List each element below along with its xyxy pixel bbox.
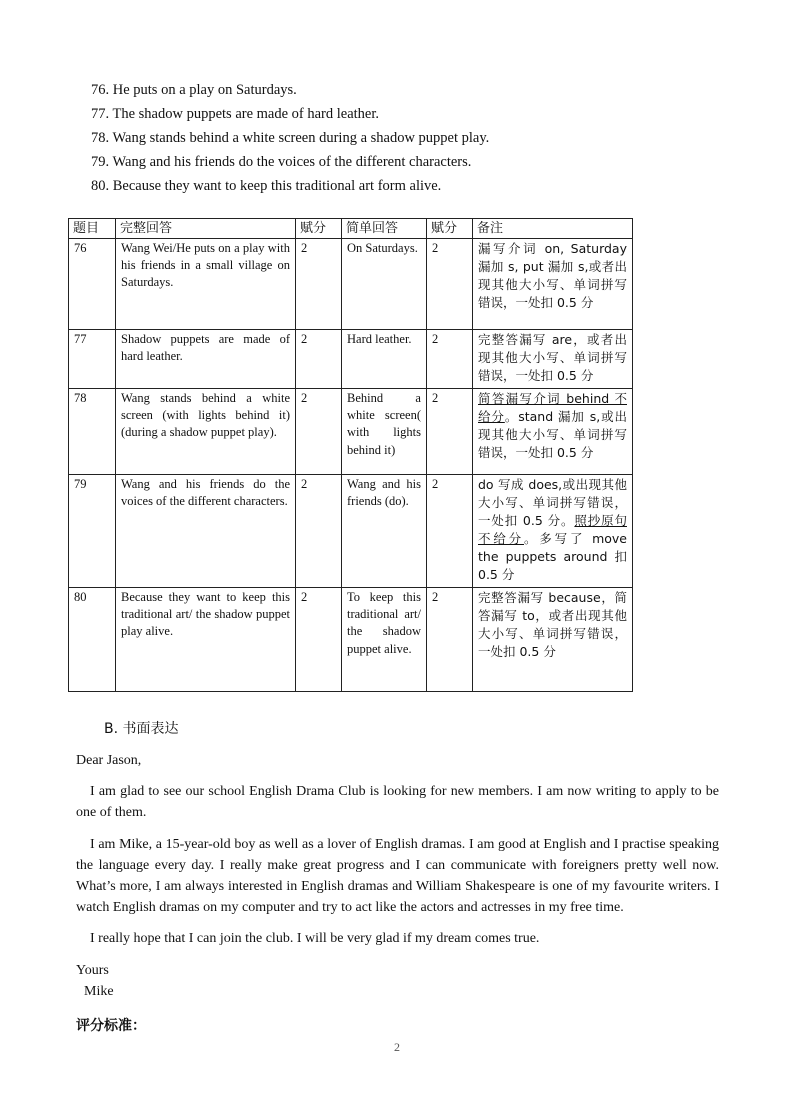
cell-score: 2	[427, 475, 473, 588]
note-underlined-text: 简答漏写介词 behind 不给分	[478, 391, 627, 424]
note-text: 。多写了 move the puppets around 扣 0.5 分	[478, 531, 627, 582]
letter-paragraph: I really hope that I can join the club. I will be very glad if my dream comes true.	[90, 931, 540, 947]
cell-score: 2	[427, 239, 473, 330]
cell-score: 2	[427, 330, 473, 389]
header-question: 题目	[69, 219, 116, 239]
note-text: do 写成 does,或出现其他大小写、单词拼写错误，一处扣 0.5 分。	[478, 477, 627, 528]
section-b-heading: B. 书面表达	[104, 721, 179, 737]
table-row	[69, 389, 633, 475]
cell-score: 2	[296, 330, 342, 389]
cell-full-answer: Wang stands behind a white screen (with lights behind it)(during a shadow puppet play).	[116, 389, 296, 475]
cell-note	[473, 389, 633, 475]
cell-note: 完整答漏写 because，简答漏写 to，或者出现其他大小写、单词拼写错误，一处扣 0.5 分	[473, 588, 633, 692]
table-row	[69, 588, 633, 692]
sample-letter	[76, 750, 719, 1002]
table-row	[69, 330, 633, 389]
table-row	[69, 239, 633, 330]
note-underlined-text: 照抄原句不给分	[478, 513, 627, 546]
answer-line-76: 76. He puts on a play on Saturdays.	[91, 82, 297, 98]
answer-line-77: 77. The shadow puppets are made of hard leather.	[91, 106, 380, 122]
header-notes: 备注	[473, 219, 633, 239]
header-full-answer: 完整回答	[116, 219, 296, 239]
answer-list	[91, 78, 489, 198]
cell-question: 77	[69, 330, 116, 389]
cell-note: 漏写介词 on, Saturday 漏加 s, put 漏加 s,或者出现其他大小写、单词拼写错误，一处扣 0.5 分	[473, 239, 633, 330]
cell-question: 79	[69, 475, 116, 588]
answer-line-78: 78. Wang stands behind a white screen during a shadow puppet play.	[91, 130, 490, 146]
note-text: 。stand 漏加 s,或出现其他大小写、单词拼写错误，一处扣 0.5 分	[478, 409, 627, 460]
header-simple-answer: 简单回答	[342, 219, 427, 239]
header-score: 赋分	[296, 219, 342, 239]
letter-paragraph: I am glad to see our school English Drama Club is looking for new members. I am now writing to apply to be one of them.	[76, 784, 719, 821]
cell-question: 78	[69, 389, 116, 475]
header-score: 赋分	[427, 219, 473, 239]
table-header-row	[69, 219, 633, 239]
cell-full-answer: Wang and his friends do the voices of the different characters.	[116, 475, 296, 588]
cell-score: 2	[296, 389, 342, 475]
letter-greeting: Dear Jason,	[76, 753, 142, 768]
cell-score: 2	[296, 475, 342, 588]
cell-score: 2	[427, 588, 473, 692]
letter-closing: Yours	[76, 962, 109, 978]
cell-simple-answer: Hard leather.	[342, 330, 427, 389]
cell-score: 2	[427, 389, 473, 475]
page-number: 2	[394, 1040, 400, 1054]
cell-full-answer: Shadow puppets are made of hard leather.	[116, 330, 296, 389]
cell-note: 完整答漏写 are，或者出现其他大小写、单词拼写错误，一处扣 0.5 分	[473, 330, 633, 389]
grading-criteria-heading: 评分标准：	[76, 1018, 146, 1034]
answer-line-79: 79. Wang and his friends do the voices of the different characters.	[91, 154, 472, 170]
table-row	[69, 475, 633, 588]
cell-simple-answer: Wang and his friends (do).	[342, 475, 427, 588]
cell-full-answer: Wang Wei/He puts on a play with his friends in a small village on Saturdays.	[116, 239, 296, 330]
cell-score: 2	[296, 588, 342, 692]
grading-table	[68, 218, 633, 692]
cell-question: 80	[69, 588, 116, 692]
letter-signature: Mike	[84, 983, 114, 999]
cell-simple-answer: To keep this traditional art/ the shadow puppet alive.	[342, 588, 427, 692]
cell-simple-answer: Behind a white screen( with lights behind it)	[342, 389, 427, 475]
cell-simple-answer: On Saturdays.	[342, 239, 427, 330]
cell-note	[473, 475, 633, 588]
letter-paragraph: I am Mike, a 15-year-old boy as well as a lover of English dramas. I am good at English and I practise speaking the language every day. I really make great progress and I can communicate with foreigners pretty well now. What’s more, I am always interested in English dramas and William Shakespeare is one of my favourite writers. I watch English dramas on my computer and try to act like the actors and actresses in my free time.	[76, 836, 719, 916]
cell-question: 76	[69, 239, 116, 330]
cell-full-answer: Because they want to keep this traditional art/ the shadow puppet play alive.	[116, 588, 296, 692]
cell-score: 2	[296, 239, 342, 330]
answer-line-80: 80. Because they want to keep this traditional art form alive.	[91, 178, 442, 194]
